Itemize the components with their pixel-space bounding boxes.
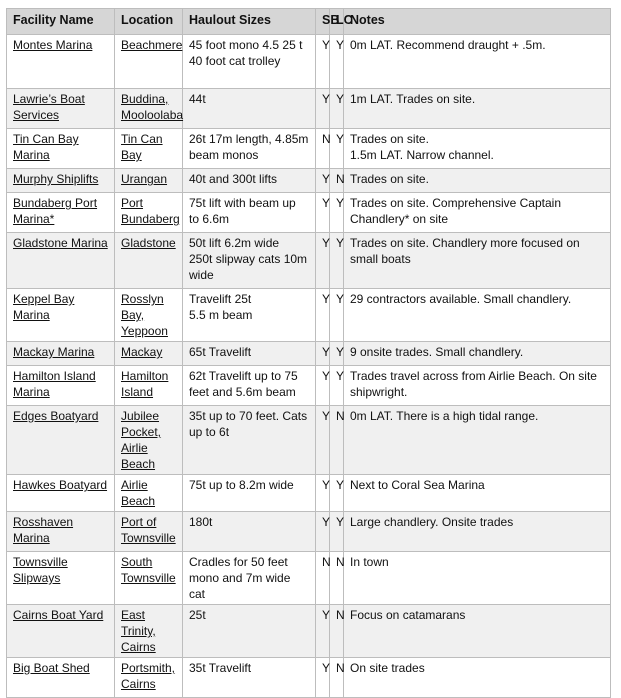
table-row: [7, 475, 611, 512]
facility-name-link[interactable]: Keppel Bay Marina: [13, 292, 75, 322]
location-cell: [115, 512, 183, 552]
facility-name-link[interactable]: Hawkes Boatyard: [13, 478, 108, 492]
lc-cell-text: Y: [336, 92, 345, 106]
sb-cell-text: Y: [322, 661, 331, 675]
location-link[interactable]: South Townsville: [121, 555, 176, 585]
notes-cell-text: Trades travel across from Airlie Beach. On site shipwright.: [350, 369, 597, 399]
haulout-cell: [183, 129, 316, 169]
haulout-sizes-cell-text: 35t Travelift: [189, 661, 252, 675]
sb-cell: [316, 129, 330, 169]
notes-cell-text: In town: [350, 555, 389, 569]
sb-cell: [316, 512, 330, 552]
location-cell: [115, 289, 183, 342]
haulout-sizes-cell-text: Cradles for 50 feet mono and 7m wide cat: [189, 555, 291, 601]
header-row: [7, 9, 611, 35]
haulout-sizes-cell-text: 25t: [189, 608, 206, 622]
sb-cell: [316, 552, 330, 605]
lc-cell: [330, 658, 344, 698]
lc-cell-text: N: [336, 555, 345, 569]
facility-cell: [7, 406, 115, 475]
lc-cell: [330, 512, 344, 552]
sb-cell-text: Y: [322, 236, 331, 250]
haulout-cell: [183, 289, 316, 342]
table-row: [7, 605, 611, 658]
haulout-sizes-cell-text: 180t: [189, 515, 213, 529]
lc-cell-text: Y: [336, 236, 345, 250]
haulout-sizes-cell-text: 26t 17m length, 4.85m beam monos: [189, 132, 309, 162]
notes-cell-text: Focus on catamarans: [350, 608, 466, 622]
facility-name-link[interactable]: Townsville Slipways: [13, 555, 68, 585]
lc-cell: [330, 129, 344, 169]
haulout-sizes-cell-text: 44t: [189, 92, 206, 106]
haulout-sizes-cell-text: 45 foot mono 4.5 25 t 40 foot cat trolley: [189, 38, 303, 68]
lc-cell: [330, 406, 344, 475]
haulout-cell: [183, 658, 316, 698]
facility-cell: [7, 366, 115, 406]
lc-cell: [330, 169, 344, 193]
haulout-sizes-cell-text: 75t up to 8.2m wide: [189, 478, 294, 492]
notes-cell: [344, 289, 611, 342]
table-row: [7, 406, 611, 475]
facility-cell: [7, 512, 115, 552]
notes-cell-text: Large chandlery. Onsite trades: [350, 515, 514, 529]
sb-cell-text: Y: [322, 38, 331, 52]
haulout-sizes-cell-text: 35t up to 70 feet. Cats up to 6t: [189, 409, 308, 439]
lc-cell-text: Y: [336, 478, 345, 492]
sb-cell-text: Y: [322, 292, 331, 306]
facility-name-link[interactable]: Murphy Shiplifts: [13, 172, 99, 186]
facility-name-link[interactable]: Big Boat Shed: [13, 661, 90, 675]
facility-cell: [7, 129, 115, 169]
notes-cell: [344, 658, 611, 698]
facility-cell: [7, 552, 115, 605]
sb-cell: [316, 658, 330, 698]
haulout-facilities-table: [6, 8, 611, 698]
facility-cell: [7, 342, 115, 366]
sb-cell: [316, 169, 330, 193]
sb-cell-text: Y: [322, 608, 331, 622]
facility-name-link[interactable]: Montes Marina: [13, 38, 93, 52]
lc-cell: [330, 366, 344, 406]
table-row: [7, 552, 611, 605]
facility-name-link[interactable]: Edges Boatyard: [13, 409, 99, 423]
lc-cell-text: Y: [336, 132, 345, 146]
sb-cell-text: Y: [322, 196, 331, 210]
table-row: [7, 512, 611, 552]
haulout-cell: [183, 233, 316, 289]
facility-cell: [7, 475, 115, 512]
lc-cell-text: Y: [336, 292, 345, 306]
location-cell: [115, 475, 183, 512]
sb-cell: [316, 406, 330, 475]
facility-cell: [7, 605, 115, 658]
sb-cell: [316, 233, 330, 289]
facility-cell: [7, 169, 115, 193]
header-lc: LC: [330, 9, 344, 35]
table-row: [7, 342, 611, 366]
haulout-cell: [183, 35, 316, 89]
location-cell: [115, 658, 183, 698]
haulout-cell: [183, 169, 316, 193]
location-link[interactable]: Urangan: [121, 172, 168, 186]
sb-cell-text: Y: [322, 515, 331, 529]
facility-name-link[interactable]: Gladstone Marina: [13, 236, 108, 250]
header-facility-name: Facility Name: [7, 9, 115, 35]
location-cell: [115, 129, 183, 169]
notes-cell-text: 1m LAT. Trades on site.: [350, 92, 476, 106]
location-link[interactable]: Port of Townsville: [121, 515, 176, 545]
location-cell: [115, 342, 183, 366]
lc-cell-text: Y: [336, 345, 345, 359]
table-row: [7, 35, 611, 89]
notes-cell: [344, 406, 611, 475]
haulout-cell: [183, 605, 316, 658]
location-link[interactable]: Rosslyn Bay, Yeppoon: [121, 292, 168, 338]
location-cell: [115, 193, 183, 233]
notes-cell: [344, 342, 611, 366]
lc-cell-text: N: [336, 608, 345, 622]
sb-cell-text: Y: [322, 92, 331, 106]
sb-cell-text: N: [322, 555, 331, 569]
notes-cell-text: 29 contractors available. Small chandlery.: [350, 292, 572, 306]
lc-cell: [330, 193, 344, 233]
facility-name-link[interactable]: Hamilton Island Marina: [13, 369, 96, 399]
sb-cell: [316, 342, 330, 366]
haulout-cell: [183, 552, 316, 605]
haulout-sizes-cell-text: 40t and 300t lifts: [189, 172, 278, 186]
lc-cell: [330, 289, 344, 342]
table-row: [7, 129, 611, 169]
location-cell: [115, 366, 183, 406]
haulout-cell: [183, 406, 316, 475]
header-location: Location: [115, 9, 183, 35]
facility-cell: [7, 289, 115, 342]
lc-cell: [330, 475, 344, 512]
notes-cell: [344, 233, 611, 289]
location-cell: [115, 35, 183, 89]
location-cell: [115, 233, 183, 289]
sb-cell: [316, 366, 330, 406]
haulout-sizes-cell-text: 62t Travelift up to 75 feet and 5.6m beam: [189, 369, 298, 399]
lc-cell-text: Y: [336, 38, 345, 52]
haulout-cell: [183, 89, 316, 129]
haulout-sizes-cell-text: Travelift 25t 5.5 m beam: [189, 292, 253, 322]
sb-cell: [316, 605, 330, 658]
notes-cell-text: Trades on site. Chandlery more focused on small boats: [350, 236, 580, 266]
sb-cell: [316, 475, 330, 512]
lc-cell-text: N: [336, 172, 345, 186]
haulout-sizes-cell-text: 65t Travelift: [189, 345, 252, 359]
sb-cell: [316, 289, 330, 342]
lc-cell-text: Y: [336, 196, 345, 210]
notes-cell: [344, 512, 611, 552]
lc-cell-text: Y: [336, 515, 345, 529]
haulout-cell: [183, 342, 316, 366]
lc-cell: [330, 233, 344, 289]
notes-cell: [344, 129, 611, 169]
table-row: [7, 658, 611, 698]
haulout-cell: [183, 366, 316, 406]
sb-cell-text: N: [322, 132, 331, 146]
sb-cell-text: Y: [322, 345, 331, 359]
facility-name-link[interactable]: Mackay Marina: [13, 345, 95, 359]
facility-cell: [7, 233, 115, 289]
header-notes: Notes: [344, 9, 611, 35]
sb-cell-text: Y: [322, 172, 331, 186]
header-sb: SB: [316, 9, 330, 35]
location-cell: [115, 406, 183, 475]
haulout-cell: [183, 475, 316, 512]
lc-cell-text: N: [336, 409, 345, 423]
location-link[interactable]: Airlie Beach: [121, 478, 156, 508]
lc-cell: [330, 89, 344, 129]
notes-cell-text: 9 onsite trades. Small chandlery.: [350, 345, 524, 359]
location-link[interactable]: Tin Can Bay: [121, 132, 163, 162]
table-row: [7, 233, 611, 289]
sb-cell: [316, 89, 330, 129]
notes-cell: [344, 193, 611, 233]
lc-cell-text: Y: [336, 369, 345, 383]
facility-cell: [7, 89, 115, 129]
table-row: [7, 289, 611, 342]
notes-cell: [344, 169, 611, 193]
notes-cell-text: 0m LAT. Recommend draught + .5m.: [350, 38, 546, 52]
location-link[interactable]: Jubilee Pocket, Airlie Beach: [121, 409, 162, 471]
haulout-sizes-cell-text: 50t lift 6.2m wide 250t slipway cats 10m wide: [189, 236, 308, 282]
lc-cell: [330, 552, 344, 605]
lc-cell: [330, 342, 344, 366]
table-row: [7, 193, 611, 233]
facility-cell: [7, 193, 115, 233]
facility-cell: [7, 35, 115, 89]
header-haulout-sizes: Haulout Sizes: [183, 9, 316, 35]
location-cell: [115, 89, 183, 129]
sb-cell: [316, 193, 330, 233]
location-link[interactable]: East Trinity, Cairns: [121, 608, 156, 654]
sb-cell-text: Y: [322, 369, 331, 383]
table-header: [7, 9, 611, 35]
sb-cell-text: Y: [322, 478, 331, 492]
notes-cell: [344, 475, 611, 512]
location-cell: [115, 605, 183, 658]
facility-name-link[interactable]: Bundaberg Port Marina*: [13, 196, 98, 226]
notes-cell: [344, 605, 611, 658]
notes-cell: [344, 89, 611, 129]
haulout-sizes-cell-text: 75t lift with beam up to 6.6m: [189, 196, 296, 226]
notes-cell-text: Next to Coral Sea Marina: [350, 478, 485, 492]
notes-cell-text: Trades on site.: [350, 172, 429, 186]
notes-cell-text: Trades on site. Comprehensive Captain Chandlery* on site: [350, 196, 561, 226]
haulout-cell: [183, 512, 316, 552]
facility-name-link[interactable]: Cairns Boat Yard: [13, 608, 104, 622]
facility-name-link[interactable]: Rosshaven Marina: [13, 515, 74, 545]
table-row: [7, 169, 611, 193]
location-link[interactable]: Gladstone: [121, 236, 176, 250]
location-link[interactable]: Beachmere: [121, 38, 183, 52]
lc-cell: [330, 35, 344, 89]
notes-cell: [344, 366, 611, 406]
location-link[interactable]: Portsmith, Cairns: [121, 661, 176, 691]
lc-cell-text: N: [336, 661, 345, 675]
location-link[interactable]: Hamilton Island: [121, 369, 169, 399]
location-cell: [115, 552, 183, 605]
table-row: [7, 366, 611, 406]
notes-cell: [344, 35, 611, 89]
notes-cell: [344, 552, 611, 605]
location-link[interactable]: Port Bundaberg: [121, 196, 180, 226]
facility-name-link[interactable]: Tin Can Bay Marina: [13, 132, 79, 162]
haulout-cell: [183, 193, 316, 233]
table-row: [7, 89, 611, 129]
sb-cell: [316, 35, 330, 89]
facility-name-link[interactable]: Lawrie’s Boat Services: [13, 92, 85, 122]
facility-cell: [7, 658, 115, 698]
lc-cell: [330, 605, 344, 658]
notes-cell-text: On site trades: [350, 661, 425, 675]
location-cell: [115, 169, 183, 193]
table-body: [7, 35, 611, 698]
location-link[interactable]: Buddina, Mooloolaba: [121, 92, 184, 122]
notes-cell-text: Trades on site. 1.5m LAT. Narrow channel.: [350, 132, 494, 162]
notes-cell-text: 0m LAT. There is a high tidal range.: [350, 409, 539, 423]
location-link[interactable]: Mackay: [121, 345, 163, 359]
sb-cell-text: Y: [322, 409, 331, 423]
